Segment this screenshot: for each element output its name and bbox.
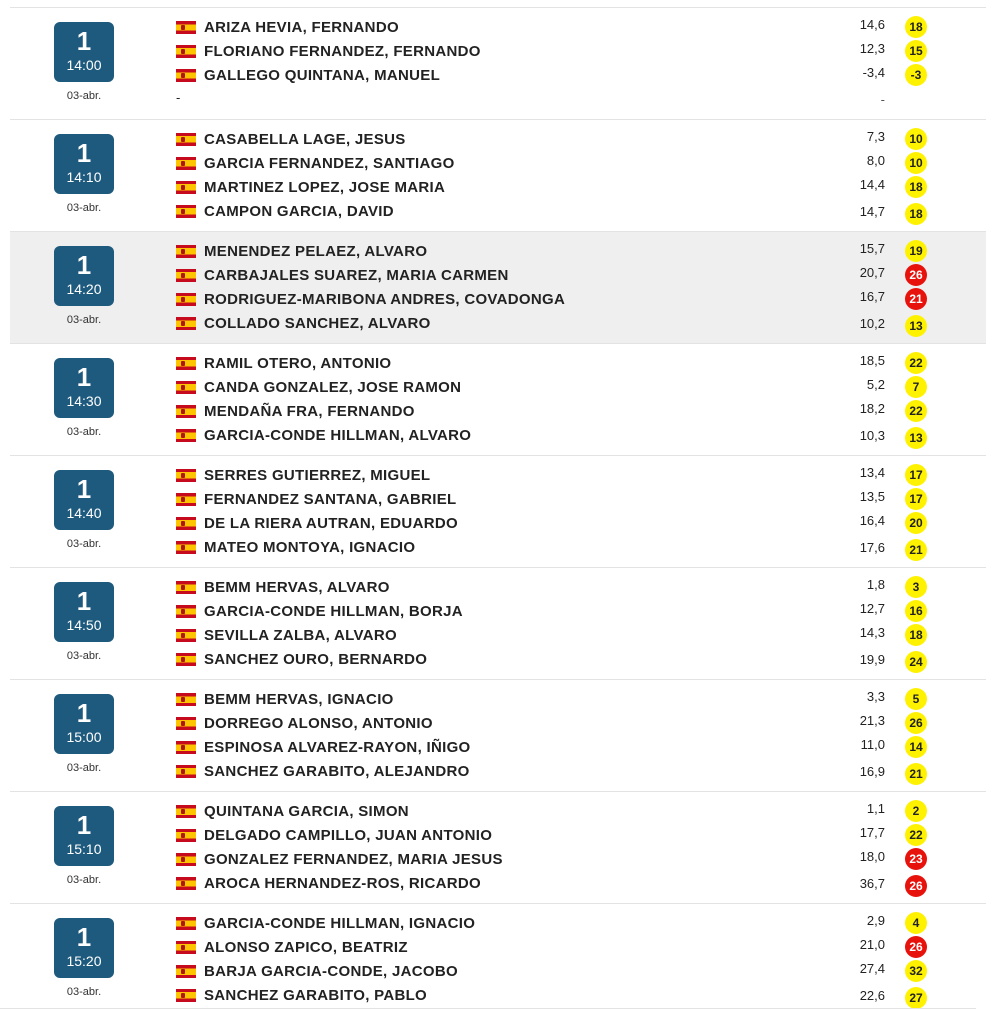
player-handicap-index: 2,9 bbox=[866, 913, 885, 928]
playing-handicap-badge: 18 bbox=[905, 624, 927, 646]
tee-time-group bbox=[10, 7, 986, 119]
player-name[interactable]: GARCIA FERNANDEZ, SANTIAGO bbox=[204, 155, 455, 172]
tee-time: 14:00 bbox=[66, 57, 102, 73]
player-row[interactable] bbox=[174, 736, 934, 760]
spain-flag-icon bbox=[176, 181, 196, 194]
list-bottom-divider bbox=[0, 1008, 976, 1009]
player-list bbox=[174, 576, 934, 672]
spain-flag-icon bbox=[176, 517, 196, 530]
playing-handicap-badge: 10 bbox=[905, 128, 927, 150]
playing-handicap-badge: 4 bbox=[905, 912, 927, 934]
tee-date: 03-abr. bbox=[66, 874, 102, 886]
spain-flag-icon bbox=[176, 317, 196, 330]
player-handicap-index: 1,1 bbox=[866, 801, 885, 816]
player-name[interactable]: MENENDEZ PELAEZ, ALVARO bbox=[204, 243, 428, 260]
player-handicap-index: -3,4 bbox=[862, 65, 885, 80]
player-row[interactable] bbox=[174, 176, 934, 200]
player-row[interactable] bbox=[174, 240, 934, 264]
player-name[interactable]: DELGADO CAMPILLO, JUAN ANTONIO bbox=[204, 827, 493, 844]
player-row[interactable] bbox=[174, 824, 934, 848]
player-row[interactable] bbox=[174, 848, 934, 872]
player-row[interactable] bbox=[174, 88, 934, 112]
player-name[interactable]: GARCIA-CONDE HILLMAN, ALVARO bbox=[204, 427, 472, 444]
tee-number: 1 bbox=[76, 362, 92, 392]
tee-number: 1 bbox=[76, 250, 92, 280]
playing-handicap-badge: 27 bbox=[905, 987, 927, 1009]
player-name[interactable]: BARJA GARCIA-CONDE, JACOBO bbox=[204, 963, 458, 980]
player-name[interactable]: AROCA HERNANDEZ-ROS, RICARDO bbox=[204, 875, 482, 892]
player-name[interactable]: CAMPON GARCIA, DAVID bbox=[204, 203, 394, 220]
tee-date: 03-abr. bbox=[66, 986, 102, 998]
tee-time: 14:40 bbox=[66, 505, 102, 521]
spain-flag-icon bbox=[176, 205, 196, 218]
playing-handicap-badge: 3 bbox=[905, 576, 927, 598]
tee-time-group bbox=[10, 343, 986, 455]
player-handicap-index: 16,4 bbox=[859, 513, 885, 528]
spain-flag-icon bbox=[176, 405, 196, 418]
spain-flag-icon bbox=[176, 629, 196, 642]
player-name[interactable]: ALONSO ZAPICO, BEATRIZ bbox=[204, 939, 408, 956]
tee-time-group bbox=[10, 567, 986, 679]
player-row[interactable] bbox=[174, 488, 934, 512]
spain-flag-icon bbox=[176, 805, 196, 818]
spain-flag-icon bbox=[176, 917, 196, 930]
tee-time-group bbox=[10, 791, 986, 903]
player-name[interactable]: GARCIA-CONDE HILLMAN, BORJA bbox=[204, 603, 463, 620]
player-handicap-index: 27,4 bbox=[859, 961, 885, 976]
tee-number: 1 bbox=[76, 26, 92, 56]
player-name[interactable]: DE LA RIERA AUTRAN, EDUARDO bbox=[204, 515, 458, 532]
player-name[interactable]: FERNANDEZ SANTANA, GABRIEL bbox=[204, 491, 457, 508]
player-handicap-index: 13,5 bbox=[859, 489, 885, 504]
spain-flag-icon bbox=[176, 853, 196, 866]
spain-flag-icon bbox=[176, 941, 196, 954]
player-name[interactable]: MENDAÑA FRA, FERNANDO bbox=[204, 403, 415, 420]
playing-handicap-badge: 20 bbox=[905, 512, 927, 534]
playing-handicap-badge: 17 bbox=[905, 464, 927, 486]
player-handicap-index: 3,3 bbox=[866, 689, 885, 704]
player-name[interactable]: DORREGO ALONSO, ANTONIO bbox=[204, 715, 433, 732]
player-handicap-index: 16,7 bbox=[859, 289, 885, 304]
player-row[interactable] bbox=[174, 600, 934, 624]
player-handicap-index: 18,2 bbox=[859, 401, 885, 416]
tee-time: 15:00 bbox=[66, 729, 102, 745]
player-handicap-index: 10,3 bbox=[859, 428, 885, 443]
player-row[interactable] bbox=[174, 624, 934, 648]
player-name[interactable]: SERRES GUTIERREZ, MIGUEL bbox=[204, 467, 431, 484]
spain-flag-icon bbox=[176, 245, 196, 258]
tee-time-group bbox=[10, 903, 986, 1015]
spain-flag-icon bbox=[176, 581, 196, 594]
spain-flag-icon bbox=[176, 877, 196, 890]
player-handicap-index: 13,4 bbox=[859, 465, 885, 480]
player-list bbox=[174, 688, 934, 784]
player-name[interactable]: COLLADO SANCHEZ, ALVARO bbox=[204, 315, 431, 332]
player-handicap-index: 22,6 bbox=[859, 988, 885, 1003]
spain-flag-icon bbox=[176, 693, 196, 706]
playing-handicap-badge: 16 bbox=[905, 600, 927, 622]
spain-flag-icon bbox=[176, 493, 196, 506]
spain-flag-icon bbox=[176, 293, 196, 306]
player-handicap-index: 36,7 bbox=[859, 876, 885, 891]
player-name[interactable]: GARCIA-CONDE HILLMAN, IGNACIO bbox=[204, 915, 476, 932]
player-name[interactable]: SANCHEZ GARABITO, ALEJANDRO bbox=[204, 763, 470, 780]
tee-time-box[interactable] bbox=[54, 694, 114, 754]
player-handicap-index: 12,7 bbox=[859, 601, 885, 616]
player-row[interactable] bbox=[174, 984, 934, 1008]
playing-handicap-badge: 21 bbox=[905, 288, 927, 310]
playing-handicap-badge: 19 bbox=[905, 240, 927, 262]
tee-time-box[interactable] bbox=[54, 470, 114, 530]
tee-number: 1 bbox=[76, 474, 92, 504]
player-handicap-index: 17,7 bbox=[859, 825, 885, 840]
spain-flag-icon bbox=[176, 69, 196, 82]
player-row[interactable] bbox=[174, 872, 934, 896]
tee-number: 1 bbox=[76, 922, 92, 952]
playing-handicap-badge: 32 bbox=[905, 960, 927, 982]
spain-flag-icon bbox=[176, 21, 196, 34]
player-row[interactable] bbox=[174, 200, 934, 224]
player-handicap-index: 14,4 bbox=[859, 177, 885, 192]
tee-number: 1 bbox=[76, 810, 92, 840]
player-handicap-index: 14,3 bbox=[859, 625, 885, 640]
player-row[interactable] bbox=[174, 536, 934, 560]
player-row[interactable] bbox=[174, 40, 934, 64]
playing-handicap-badge: 14 bbox=[905, 736, 927, 758]
player-row[interactable] bbox=[174, 16, 934, 40]
tee-time-box[interactable] bbox=[54, 918, 114, 978]
tee-time: 14:20 bbox=[66, 281, 102, 297]
player-name[interactable]: BEMM HERVAS, ALVARO bbox=[204, 579, 390, 596]
playing-handicap-badge: 22 bbox=[905, 352, 927, 374]
tee-time-box[interactable] bbox=[54, 358, 114, 418]
player-row[interactable] bbox=[174, 960, 934, 984]
tee-date: 03-abr. bbox=[66, 90, 102, 102]
tee-date: 03-abr. bbox=[66, 426, 102, 438]
player-row[interactable] bbox=[174, 688, 934, 712]
tee-time-box[interactable] bbox=[54, 582, 114, 642]
player-row[interactable] bbox=[174, 352, 934, 376]
playing-handicap-badge: 23 bbox=[905, 848, 927, 870]
player-handicap-index: 16,9 bbox=[859, 764, 885, 779]
player-list bbox=[174, 800, 934, 896]
playing-handicap-badge: 18 bbox=[905, 176, 927, 198]
player-row[interactable] bbox=[174, 912, 934, 936]
spain-flag-icon bbox=[176, 765, 196, 778]
tee-time: 14:50 bbox=[66, 617, 102, 633]
player-name[interactable]: CASABELLA LAGE, JESUS bbox=[204, 131, 406, 148]
player-name[interactable]: FLORIANO FERNANDEZ, FERNANDO bbox=[204, 43, 481, 60]
spain-flag-icon bbox=[176, 357, 196, 370]
spain-flag-icon bbox=[176, 989, 196, 1002]
tee-date: 03-abr. bbox=[66, 762, 102, 774]
spain-flag-icon bbox=[176, 381, 196, 394]
spain-flag-icon bbox=[176, 965, 196, 978]
player-name[interactable]: BEMM HERVAS, IGNACIO bbox=[204, 691, 394, 708]
player-handicap-index: 11,0 bbox=[860, 737, 885, 752]
player-row[interactable] bbox=[174, 760, 934, 784]
player-name[interactable]: QUINTANA GARCIA, SIMON bbox=[204, 803, 409, 820]
player-name[interactable]: SEVILLA ZALBA, ALVARO bbox=[204, 627, 397, 644]
player-handicap-index: 7,3 bbox=[866, 129, 885, 144]
tee-time-group bbox=[10, 119, 986, 231]
playing-handicap-badge: 17 bbox=[905, 488, 927, 510]
playing-handicap-badge: 13 bbox=[905, 315, 927, 337]
player-handicap-index: 21,0 bbox=[859, 937, 885, 952]
playing-handicap-badge: 18 bbox=[905, 16, 927, 38]
player-row[interactable] bbox=[174, 264, 934, 288]
player-row[interactable] bbox=[174, 464, 934, 488]
player-handicap-index: 14,7 bbox=[859, 204, 885, 219]
player-name[interactable]: SANCHEZ OURO, BERNARDO bbox=[204, 651, 428, 668]
player-handicap-index: 14,6 bbox=[859, 17, 885, 32]
player-name[interactable]: ESPINOSA ALVAREZ-RAYON, IÑIGO bbox=[204, 739, 471, 756]
player-list bbox=[174, 352, 934, 448]
spain-flag-icon bbox=[176, 269, 196, 282]
spain-flag-icon bbox=[176, 741, 196, 754]
spain-flag-icon bbox=[176, 829, 196, 842]
empty-slot-handicap: - bbox=[880, 92, 885, 107]
playing-handicap-badge: 2 bbox=[905, 800, 927, 822]
player-handicap-index: 12,3 bbox=[859, 41, 885, 56]
player-row[interactable] bbox=[174, 576, 934, 600]
tee-number: 1 bbox=[76, 586, 92, 616]
tee-number: 1 bbox=[76, 138, 92, 168]
tee-times-list bbox=[10, 7, 986, 1015]
player-handicap-index: 18,0 bbox=[859, 849, 885, 864]
tee-time: 15:20 bbox=[66, 953, 102, 969]
player-row[interactable] bbox=[174, 648, 934, 672]
playing-handicap-badge: 13 bbox=[905, 427, 927, 449]
tee-time: 15:10 bbox=[66, 841, 102, 857]
tee-date: 03-abr. bbox=[66, 202, 102, 214]
spain-flag-icon bbox=[176, 653, 196, 666]
playing-handicap-badge: 10 bbox=[905, 152, 927, 174]
playing-handicap-badge: 21 bbox=[905, 763, 927, 785]
player-handicap-index: 18,5 bbox=[859, 353, 885, 368]
tee-time-group bbox=[10, 455, 986, 567]
player-row[interactable] bbox=[174, 376, 934, 400]
player-list bbox=[174, 128, 934, 224]
player-row[interactable] bbox=[174, 512, 934, 536]
player-name[interactable]: GONZALEZ FERNANDEZ, MARIA JESUS bbox=[204, 851, 503, 868]
playing-handicap-badge: 7 bbox=[905, 376, 927, 398]
spain-flag-icon bbox=[176, 605, 196, 618]
player-name[interactable]: RAMIL OTERO, ANTONIO bbox=[204, 355, 392, 372]
playing-handicap-badge: 21 bbox=[905, 539, 927, 561]
spain-flag-icon bbox=[176, 429, 196, 442]
tee-date: 03-abr. bbox=[66, 650, 102, 662]
player-name[interactable]: MARTINEZ LOPEZ, JOSE MARIA bbox=[204, 179, 446, 196]
spain-flag-icon bbox=[176, 541, 196, 554]
playing-handicap-badge: 22 bbox=[905, 400, 927, 422]
playing-handicap-badge: 26 bbox=[905, 712, 927, 734]
player-row[interactable] bbox=[174, 800, 934, 824]
player-name[interactable]: CANDA GONZALEZ, JOSE RAMON bbox=[204, 379, 462, 396]
tee-time-box[interactable] bbox=[54, 806, 114, 866]
spain-flag-icon bbox=[176, 469, 196, 482]
tee-time-group bbox=[10, 231, 986, 343]
player-row[interactable] bbox=[174, 64, 934, 88]
player-name[interactable]: GALLEGO QUINTANA, MANUEL bbox=[204, 67, 441, 84]
player-row[interactable] bbox=[174, 424, 934, 448]
playing-handicap-badge: 26 bbox=[905, 936, 927, 958]
player-handicap-index: 10,2 bbox=[859, 316, 885, 331]
playing-handicap-badge: 24 bbox=[905, 651, 927, 673]
player-name[interactable]: MATEO MONTOYA, IGNACIO bbox=[204, 539, 416, 556]
player-name[interactable]: CARBAJALES SUAREZ, MARIA CARMEN bbox=[204, 267, 509, 284]
spain-flag-icon bbox=[176, 717, 196, 730]
tee-time-box[interactable] bbox=[54, 22, 114, 82]
playing-handicap-badge: -3 bbox=[905, 64, 927, 86]
player-row[interactable] bbox=[174, 128, 934, 152]
player-name[interactable]: SANCHEZ GARABITO, PABLO bbox=[204, 987, 428, 1004]
player-row[interactable] bbox=[174, 312, 934, 336]
player-list bbox=[174, 240, 934, 336]
player-list bbox=[174, 16, 934, 112]
empty-slot: - bbox=[176, 90, 181, 105]
player-handicap-index: 15,7 bbox=[859, 241, 885, 256]
playing-handicap-badge: 26 bbox=[905, 264, 927, 286]
tee-time-box[interactable] bbox=[54, 134, 114, 194]
tee-time: 14:10 bbox=[66, 169, 102, 185]
playing-handicap-badge: 5 bbox=[905, 688, 927, 710]
player-row[interactable] bbox=[174, 152, 934, 176]
player-row[interactable] bbox=[174, 288, 934, 312]
playing-handicap-badge: 18 bbox=[905, 203, 927, 225]
spain-flag-icon bbox=[176, 157, 196, 170]
player-row[interactable] bbox=[174, 712, 934, 736]
player-handicap-index: 20,7 bbox=[859, 265, 885, 280]
tee-number: 1 bbox=[76, 698, 92, 728]
tee-time: 14:30 bbox=[66, 393, 102, 409]
tee-time-group bbox=[10, 679, 986, 791]
player-list bbox=[174, 912, 934, 1008]
tee-date: 03-abr. bbox=[66, 538, 102, 550]
playing-handicap-badge: 26 bbox=[905, 875, 927, 897]
player-handicap-index: 19,9 bbox=[859, 652, 885, 667]
spain-flag-icon bbox=[176, 45, 196, 58]
player-row[interactable] bbox=[174, 936, 934, 960]
player-name[interactable]: RODRIGUEZ-MARIBONA ANDRES, COVADONGA bbox=[204, 291, 566, 308]
player-handicap-index: 1,8 bbox=[866, 577, 885, 592]
playing-handicap-badge: 22 bbox=[905, 824, 927, 846]
player-name[interactable]: ARIZA HEVIA, FERNANDO bbox=[204, 19, 399, 36]
spain-flag-icon bbox=[176, 133, 196, 146]
player-handicap-index: 5,2 bbox=[866, 377, 885, 392]
tee-date: 03-abr. bbox=[66, 314, 102, 326]
player-handicap-index: 8,0 bbox=[866, 153, 885, 168]
playing-handicap-badge: 15 bbox=[905, 40, 927, 62]
player-handicap-index: 17,6 bbox=[859, 540, 885, 555]
player-row[interactable] bbox=[174, 400, 934, 424]
tee-time-box[interactable] bbox=[54, 246, 114, 306]
player-handicap-index: 21,3 bbox=[859, 713, 885, 728]
player-list bbox=[174, 464, 934, 560]
